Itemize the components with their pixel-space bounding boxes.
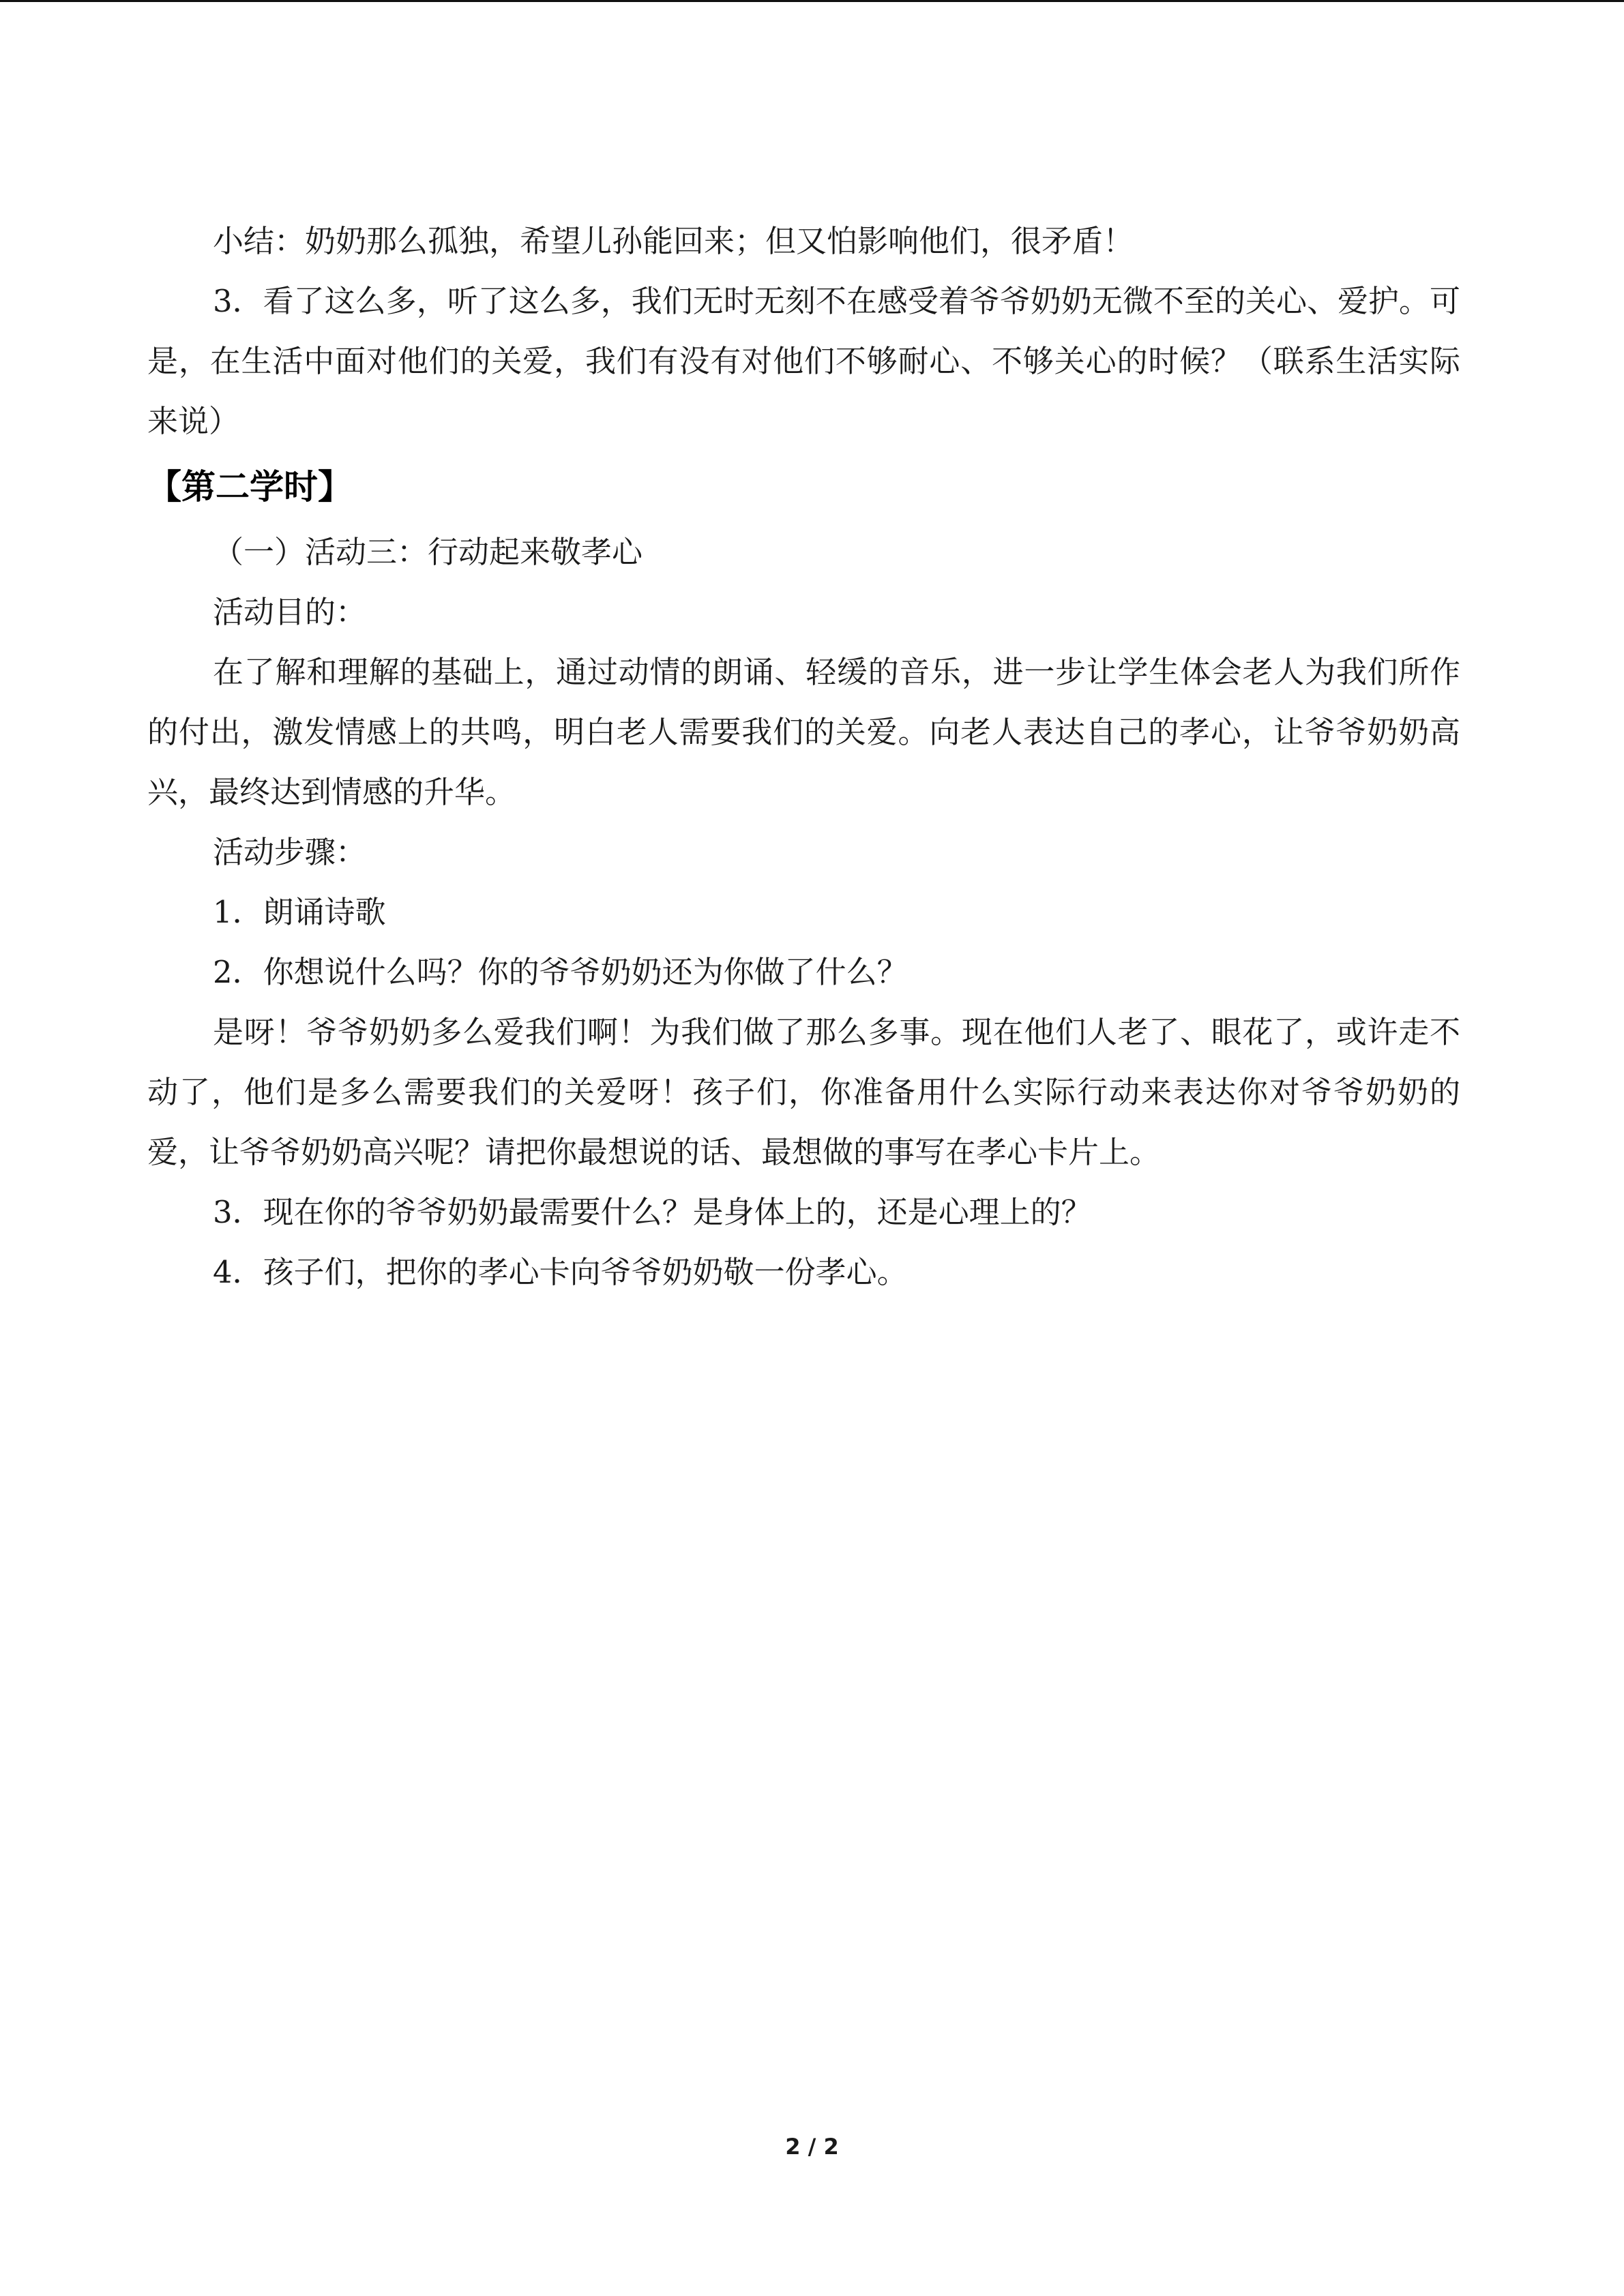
question-paragraph: 3．看了这么多，听了这么多，我们无时无刻不在感受着爷爷奶奶无微不至的关心、爱护。可是，在生活中面对他们的关爱，我们有没有对他们不够耐心、不够关心的时候？（联系生活实际来说） [147,283,1460,439]
activity-steps-label: 活动步骤： [213,834,367,870]
step-3: 3．现在你的爷爷奶奶最需要什么？是身体上的，还是心理上的？ [213,1194,1092,1230]
section-heading: 【第二学时】 [147,467,352,507]
document-body [147,211,1460,1302]
page-top-border [0,0,1624,2]
activity-goal-text: 在了解和理解的基础上，通过动情的朗诵、轻缓的音乐，进一步让学生体会老人为我们所作的付出，激发情感上的共鸣，明白老人需要我们的关爱。向老人表达自己的孝心，让爷爷奶奶高兴，最终达到情感的升华。 [147,654,1460,810]
activity-goal-label: 活动目的： [213,594,367,630]
step-2-detail: 是呀！爷爷奶奶多么爱我们啊！为我们做了那么多事。现在他们人老了、眼花了，或许走不动了，他们是多么需要我们的关爱呀！孩子们，你准备用什么实际行动来表达你对爷爷奶奶的爱，让爷爷奶奶高兴呢？请把你最想说的话、最想做的事写在孝心卡片上。 [147,1014,1460,1170]
step-4: 4．孩子们，把你的孝心卡向爷爷奶奶敬一份孝心。 [213,1254,908,1290]
activity-title: （一）活动三：行动起来敬孝心 [213,534,643,570]
summary-paragraph: 小结：奶奶那么孤独，希望儿孙能回来；但又怕影响他们，很矛盾！ [213,223,1134,259]
page-number: 2 / 2 [785,2134,839,2160]
step-2: 2．你想说什么吗？你的爷爷奶奶还为你做了什么？ [213,954,908,990]
step-1: 1．朗诵诗歌 [213,894,386,930]
